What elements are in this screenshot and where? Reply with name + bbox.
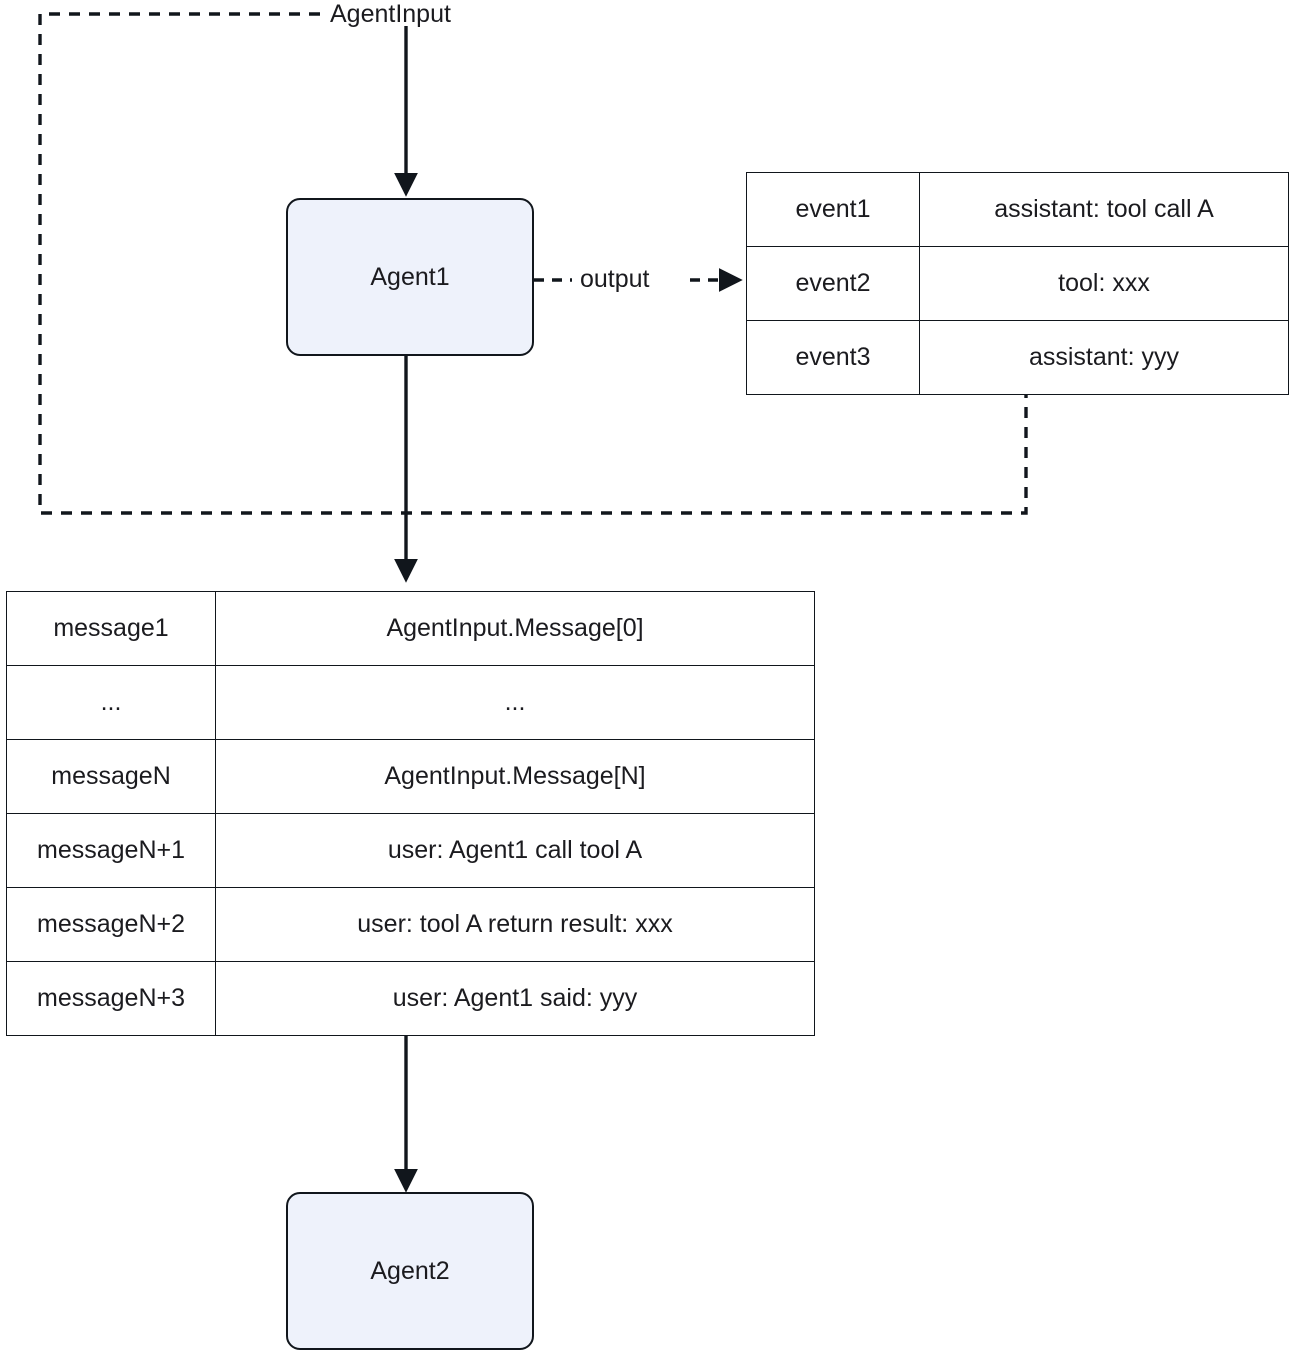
node-agent2[interactable] — [286, 1192, 534, 1350]
message-key: messageN+2 — [7, 888, 216, 962]
table-row — [7, 666, 815, 740]
message-value: user: tool A return result: xxx — [216, 888, 815, 962]
messages-table — [6, 591, 815, 1036]
table-row — [747, 247, 1289, 321]
event-value: assistant: yyy — [920, 321, 1289, 395]
event-key: event2 — [747, 247, 920, 321]
agent-input-label: AgentInput — [330, 0, 451, 28]
message-value: AgentInput.Message[0] — [216, 592, 815, 666]
events-table — [746, 172, 1289, 395]
message-key: message1 — [7, 592, 216, 666]
table-row — [747, 321, 1289, 395]
table-row — [747, 173, 1289, 247]
event-value: assistant: tool call A — [920, 173, 1289, 247]
message-key: messageN+3 — [7, 962, 216, 1036]
node-agent1-label: Agent1 — [370, 262, 450, 291]
event-key: event1 — [747, 173, 920, 247]
table-row — [7, 962, 815, 1036]
event-key: event3 — [747, 321, 920, 395]
message-key: ... — [7, 666, 216, 740]
node-agent1[interactable] — [286, 198, 534, 356]
node-agent2-label: Agent2 — [370, 1256, 450, 1285]
event-value: tool: xxx — [920, 247, 1289, 321]
table-row — [7, 814, 815, 888]
message-key: messageN — [7, 740, 216, 814]
table-row — [7, 592, 815, 666]
message-key: messageN+1 — [7, 814, 216, 888]
message-value: user: Agent1 call tool A — [216, 814, 815, 888]
message-value: user: Agent1 said: yyy — [216, 962, 815, 1036]
output-label: output — [580, 265, 650, 293]
message-value: AgentInput.Message[N] — [216, 740, 815, 814]
table-row — [7, 740, 815, 814]
table-row — [7, 888, 815, 962]
message-value: ... — [216, 666, 815, 740]
